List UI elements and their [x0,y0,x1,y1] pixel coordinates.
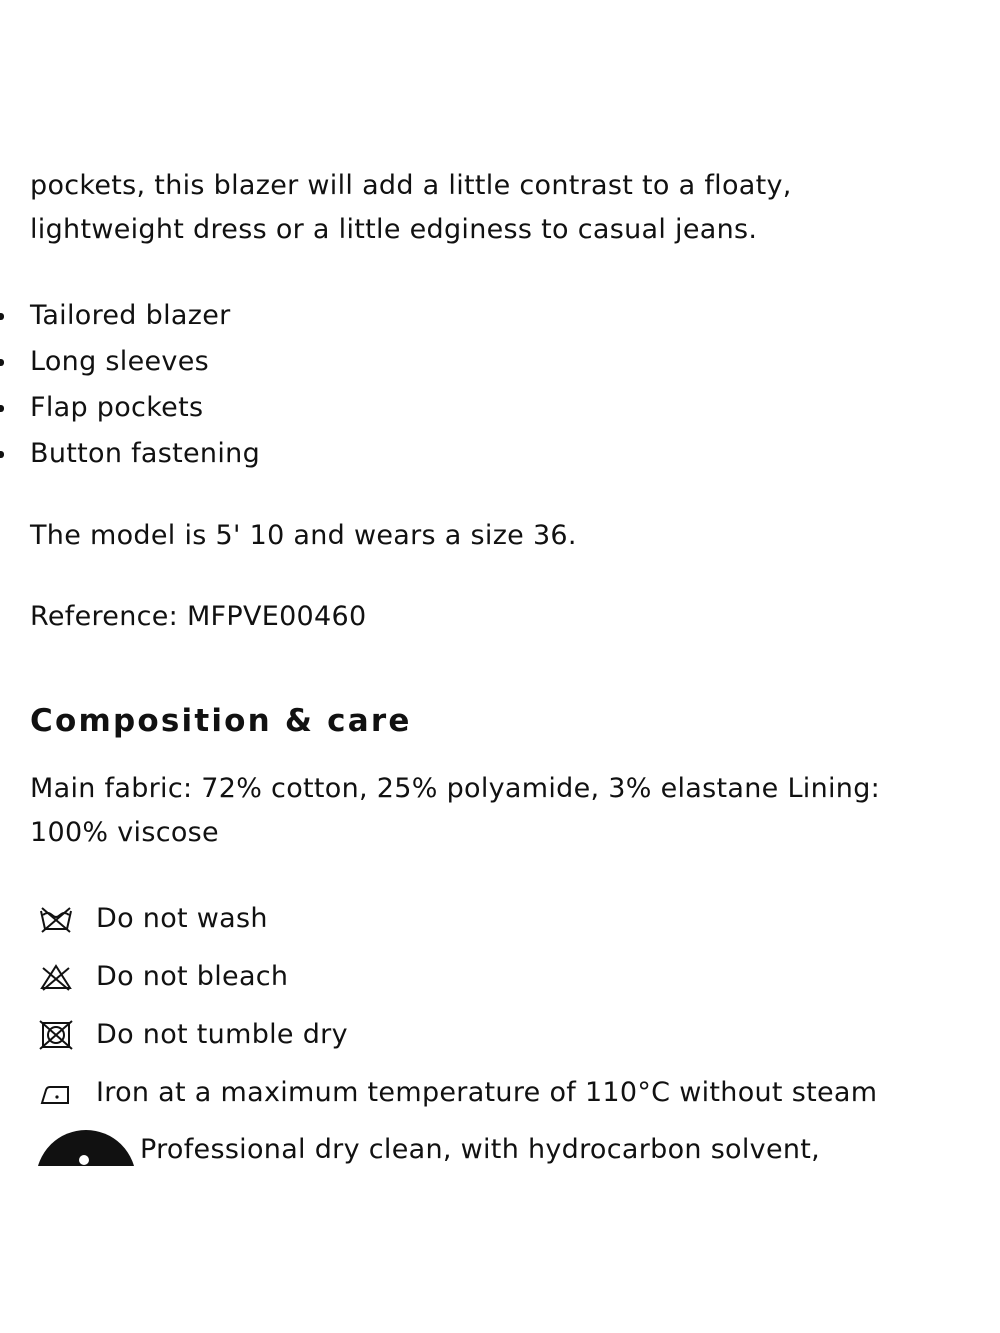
feature-label: Button fastening [30,438,261,469]
do-not-bleach-icon [36,954,76,1000]
care-item-dry-clean [36,1130,976,1166]
product-reference: Reference: MFPVE00460 [30,601,367,632]
feature-item [0,431,260,477]
care-label: Iron at a maximum temperature of 110°C without steam [96,1077,878,1108]
care-item-tumble [36,1012,877,1070]
feature-item [0,293,260,339]
care-item-bleach [36,954,877,1012]
iron-low-icon [36,1070,76,1116]
product-description [30,164,970,252]
care-label: Do not wash [96,903,268,934]
care-label: Do not bleach [96,961,289,992]
feature-label: Flap pockets [30,392,204,423]
feature-list [0,293,260,477]
feature-item [0,339,260,385]
care-item-wash [36,896,877,954]
feature-label: Tailored blazer [30,300,231,331]
do-not-wash-icon [36,896,76,942]
professional-dry-clean-icon [36,1130,136,1166]
model-size-info: The model is 5' 10 and wears a size 36. [30,520,577,551]
description-line: pockets, this blazer will add a little contrast to a floaty, [30,170,792,201]
feature-item [0,385,260,431]
composition-line: Main fabric: 72% cotton, 25% polyamide, 3% elastane Lining: [30,773,881,804]
bullet-icon [0,405,4,412]
bullet-icon [0,451,4,458]
feature-label: Long sleeves [30,346,209,377]
composition-line: 100% viscose [30,817,219,848]
care-label: Do not tumble dry [96,1019,348,1050]
bullet-icon [0,313,4,320]
care-label: Professional dry clean, with hydrocarbon solvent, [140,1134,821,1165]
composition-text [30,767,980,855]
composition-care-heading: Composition & care [30,703,412,739]
description-line: lightweight dress or a little edginess to casual jeans. [30,214,758,245]
bullet-icon [0,359,4,366]
do-not-tumble-dry-icon [36,1012,76,1058]
care-instructions [36,896,877,1128]
care-item-iron [36,1070,877,1128]
